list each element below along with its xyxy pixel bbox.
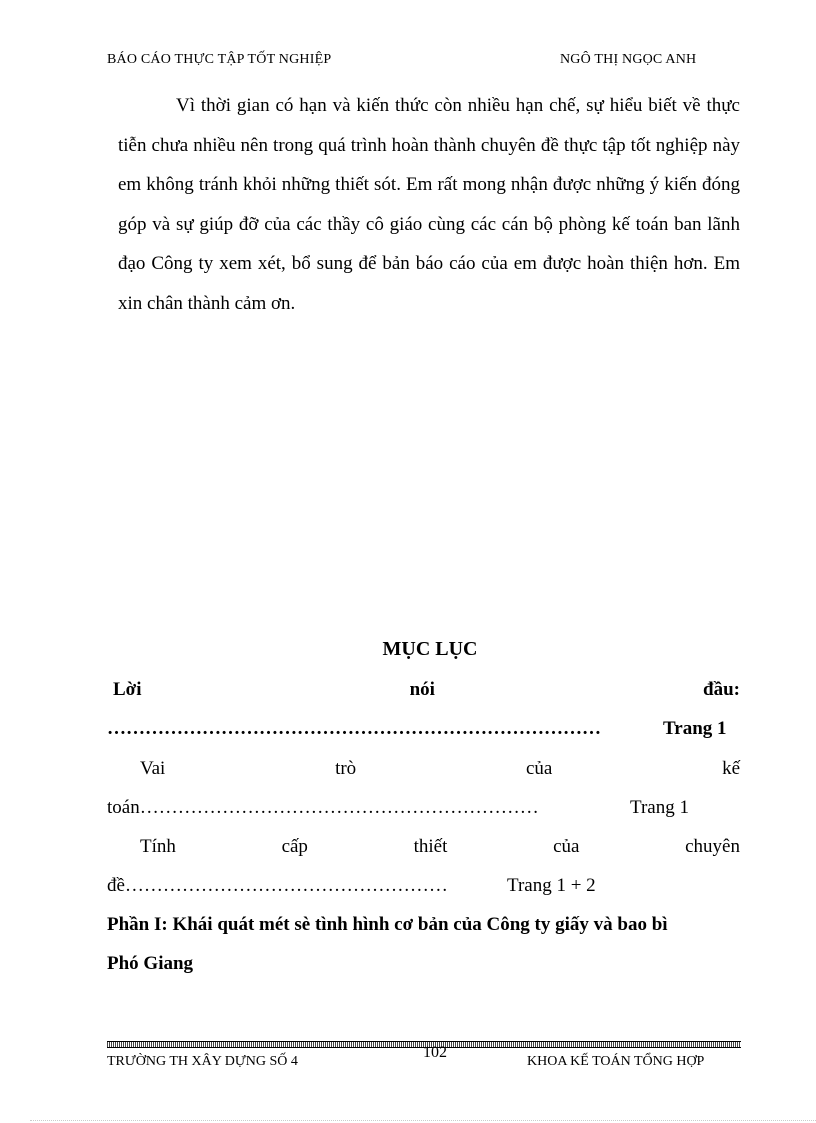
toc-entry-role-words [140, 758, 740, 780]
toc-word: nói [409, 679, 435, 700]
toc-entry-urgency-cont: đề…………………………………………… [107, 875, 448, 896]
toc-word: đầu: [703, 679, 740, 700]
toc-word: Tính [140, 836, 176, 857]
toc-word: của [525, 758, 553, 779]
footer-left: TRƯỜNG TH XÂY DỰNG SỐ 4 [107, 1054, 298, 1069]
page-edge-divider [30, 1120, 816, 1121]
toc-part1-line2: Phó Giang [107, 953, 194, 974]
toc-word: chuyên [685, 836, 740, 857]
toc-word: của [553, 836, 580, 857]
page-number: 102 [423, 1044, 447, 1061]
toc-part1-line1: Phần I: Khái quát mét sè tình hình cơ bản của Công ty giấy và bao bì [107, 914, 668, 935]
toc-word: Vai [140, 758, 166, 779]
toc-title: MỤC LỤC [382, 638, 478, 660]
toc-entry-urgency-words [140, 836, 740, 858]
toc-word: cấp [281, 836, 308, 857]
footer-right: KHOA KẾ TOÁN TỔNG HỢP [527, 1054, 705, 1069]
toc-word: trò [335, 758, 357, 779]
toc-entry-intro-dots: …………………………………………………………………… [107, 718, 601, 739]
toc-word: Lời [113, 679, 142, 700]
toc-entry-urgency-page: Trang 1 + 2 [507, 875, 596, 896]
toc-entry-intro-page: Trang 1 [663, 718, 727, 739]
header-left: BÁO CÁO THỰC TẬP TỐT NGHIỆP [107, 52, 332, 67]
toc-word: thiết [413, 836, 448, 857]
body-paragraph-text: Vì thời gian có hạn và kiến thức còn nhiều hạn chế, sự hiểu biết về thực tiễn chưa nhiều nên trong quá trình hoàn thành chuyên đề thực tập tốt nghiệp này em không tránh khỏi những thiết sót. Em rất mong nhận được những ý kiến đóng góp và sự giúp đỡ của các thầy cô giáo cùng các cán bộ phòng kế toán ban lãnh đạo Công ty xem xét, bổ sung để bản báo cáo của em được hoàn thiện hơn. Em xin chân thành cảm ơn. [118, 95, 740, 314]
toc-entry-role-cont: toán……………………………………………………… [107, 797, 539, 818]
body-paragraph [118, 86, 740, 323]
toc-entry-intro-words [113, 679, 740, 701]
toc-word: kế [722, 758, 740, 779]
toc-entry-role-page: Trang 1 [630, 797, 689, 818]
header-right: NGÔ THỊ NGỌC ANH [560, 52, 697, 67]
